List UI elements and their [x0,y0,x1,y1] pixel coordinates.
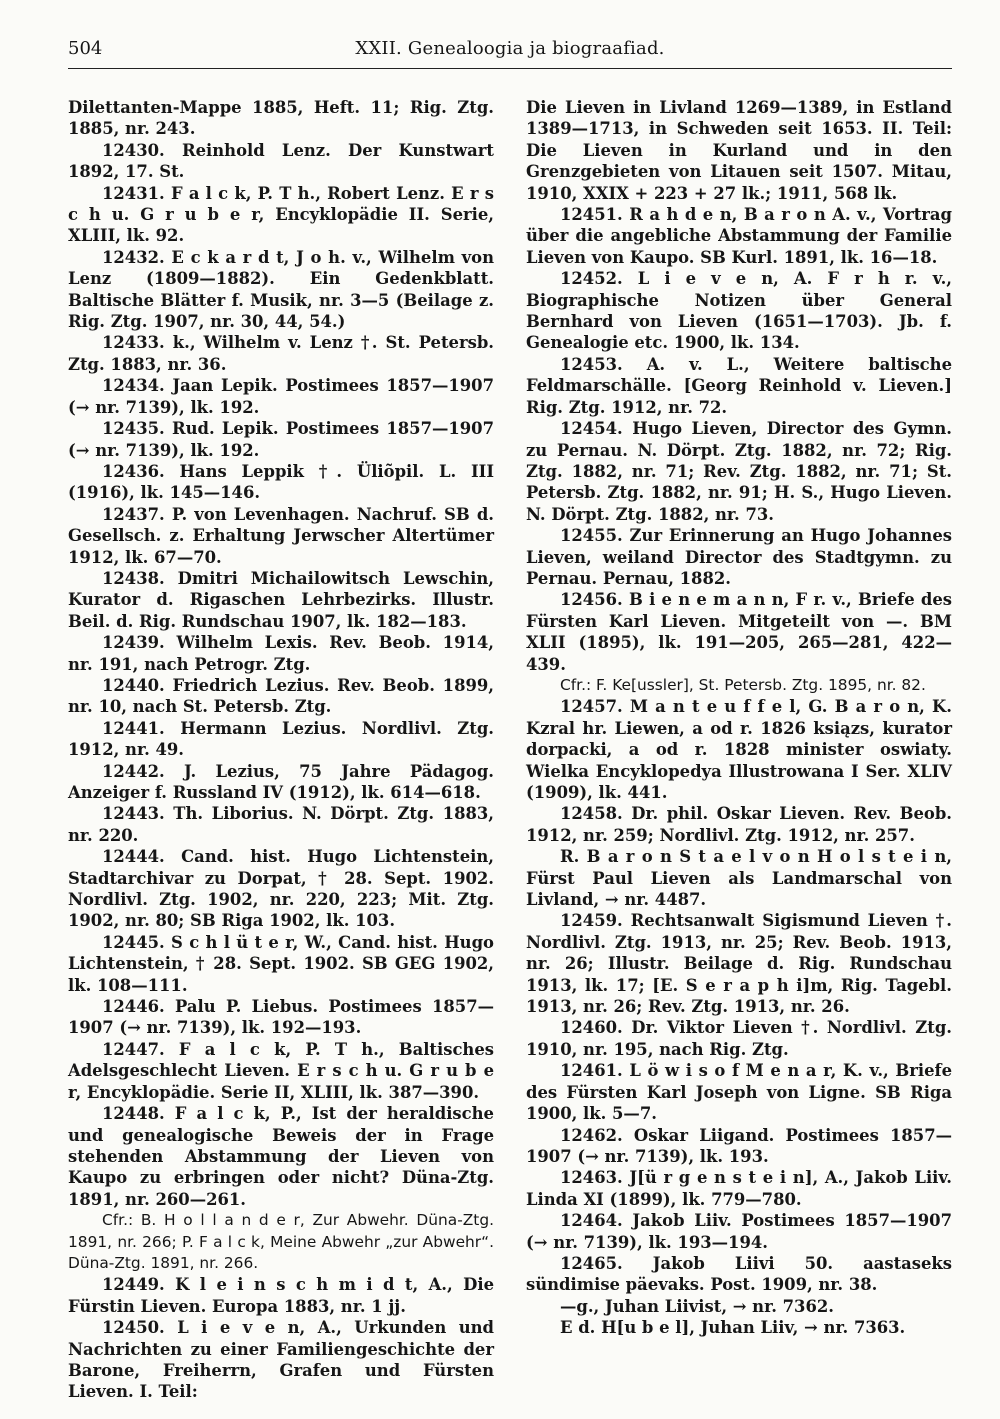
bibliography-entry: 12452. L i e v e n, A. F r h r. v., Biographische Notizen über General Bernhard von Lieven (1651—1703). Jb. f. Genealogie etc. 1900, lk. 134. [526,269,952,353]
bibliography-entry: 12443. Th. Liborius. N. Dörpt. Ztg. 1883, nr. 220. [68,804,494,845]
bibliography-entry: 12431. F a l c k, P. T h., Robert Lenz. E r s c h u. G r u b e r, Encyklopädie II. Serie, XLIII, lk. 92. [68,183,494,246]
bibliography-entry: 12462. Oskar Liigand. Postimees 1857—1907 (→ nr. 7139), lk. 193. [526,1125,952,1166]
bibliography-entry: 12461. L ö w i s o f M e n a r, K. v., Briefe des Fürsten Karl Joseph von Ligne. SB Riga 1900, lk. 5—7. [526,1061,952,1124]
bibliography-entry: 12438. Dmitri Michailowitsch Lewschin, Kurator d. Rigaschen Lehrbezirks. Illustr. Beil. d. Rig. Rundschau 1907, lk. 182—183. [68,568,494,631]
bibliography-entry: 12450. L i e v e n, A., Urkunden und Nachrichten zu einer Familiengeschichte der Barone, Freiherrn, Grafen und Fürsten Lieven. I. Teil: [68,1318,494,1402]
bibliography-entry: E d. H[u b e l], Juhan Liiv, → nr. 7363. [560,1318,906,1338]
bibliography-entry: R. B a r o n S t a e l v o n H o l s t e i n, Fürst Paul Lieven als Landmarschal von Livland, → nr. 4487. [526,847,952,910]
bibliography-entry: 12453. A. v. L., Weitere baltische Feldmarschälle. [Georg Reinhold v. Lieven.] Rig. Ztg. 1912, nr. 72. [526,354,952,417]
bibliography-entry: 12441. Hermann Lezius. Nordlivl. Ztg. 1912, nr. 49. [68,718,494,760]
bibliography-entry: —g., Juhan Liivist, → nr. 7362. [560,1296,834,1316]
bibliography-entry: 12440. Friedrich Lezius. Rev. Beob. 1899, nr. 10, nach St. Petersb. Ztg. [68,675,494,717]
bibliography-entry: Die Lieven in Livland 1269—1389, in Estland 1389—1713, in Schweden seit 1653. II. Teil: Die Lieven in Kurland und in den Grenzgebieten von Litauen seit 1507. Mitau, 1910, XXIX + 223 + 27 lk.; 1911, 568 lk. [526,98,952,203]
bibliography-entry: 12447. F a l c k, P. T h., Baltisches Adelsgeschlecht Lieven. E r s c h u. G r u b e r, Encyklopädie. Serie II, XLIII, lk. 387—390. [68,1039,494,1102]
bibliography-entry: 12465. Jakob Liivi 50. aastaseks sündimise päevaks. Post. 1909, nr. 38. [526,1253,952,1295]
bibliography-entry: 12445. S c h l ü t e r, W., Cand. hist. Hugo Lichtenstein, † 28. Sept. 1902. SB GEG 1902, lk. 108—111. [68,932,494,995]
bibliography-entry: 12444. Cand. hist. Hugo Lichtenstein, Stadtarchivar zu Dorpat, † 28. Sept. 1902. Nordlivl. Ztg. 1902, nr. 220, 223; Mit. Ztg. 1902, nr. 80; SB Riga 1902, lk. 103. [68,847,494,931]
bibliography-entry: 12448. F a l c k, P., Ist der heraldische und genealogische Beweis der in Frage stehenden Abstammung der Lieven von Kaupo zu erbringen oder nicht? Düna-Ztg. 1891, nr. 260—261. [68,1104,494,1209]
bibliography-entry: 12449. K l e i n s c h m i d t, A., Die Fürstin Lieven. Europa 1883, nr. 1 jj. [68,1275,494,1316]
bibliography-entry: 12456. B i e n e m a n n, F r. v., Briefe des Fürsten Karl Lieven. Mitgeteilt von —. BM XLII (1895), lk. 191—205, 265—281, 422—439. [526,590,952,674]
left-column [68,97,494,1403]
right-column [526,97,952,1339]
bibliography-entry: 12463. J[ü r g e n s t e i n], A., Jakob Liiv. Linda XI (1899), lk. 779—780. [526,1168,952,1209]
page-number: 504 [68,38,103,59]
bibliography-entry: 12454. Hugo Lieven, Director des Gymn. zu Pernau. N. Dörpt. Ztg. 1882, nr. 72; Rig. Ztg. 1882, nr. 71; Rev. Ztg. 1882, nr. 71; St. Petersb. Ztg. 1882, nr. 91; H. S., Hugo Lieven. N. Dörpt. Ztg. 1882, nr. 73. [526,419,952,524]
bibliography-entry: 12451. R a h d e n, B a r o n A. v., Vortrag über die angebliche Abstammung der Familie Lieven von Kaupo. SB Kurl. 1891, lk. 16—18. [526,205,952,267]
bibliography-entry: 12433. k., Wilhelm v. Lenz †. St. Petersb. Ztg. 1883, nr. 36. [68,333,494,374]
bibliography-entry: 12457. M a n t e u f f e l, G. B a r o n, K. Kzral hr. Liewen, a od r. 1826 ksiązs, kurator dorpacki, a od r. 1828 minister oswiaty. Wielka Encyklopedya Illustrowana I Ser. XLIV (1909), lk. 441. [526,697,952,802]
bibliography-entry: 12432. E c k a r d t, J o h. v., Wilhelm von Lenz (1809—1882). Ein Gedenkblatt. Baltische Blätter f. Musik, nr. 3—5 (Beilage z. Rig. Ztg. 1907, nr. 30, 44, 54.) [68,247,494,332]
bibliography-entry: 12435. Rud. Lepik. Postimees 1857—1907 (→ nr. 7139), lk. 192. [68,419,494,460]
bibliography-entry: 12436. Hans Leppik †. Üliõpil. L. III (1916), lk. 145—146. [68,461,494,503]
section-title: XXII. Genealoogia ja biograafiad. [355,38,665,59]
bibliography-entry: 12460. Dr. Viktor Lieven †. Nordlivl. Ztg. 1910, nr. 195, nach Rig. Ztg. [526,1018,952,1059]
bibliography-entry: 12464. Jakob Liiv. Postimees 1857—1907 (→ nr. 7139), lk. 193—194. [526,1211,952,1252]
bibliography-entry: 12437. P. von Levenhagen. Nachruf. SB d. Gesellsch. z. Erhaltung Jerwscher Altertümer 1912, lk. 67—70. [68,504,494,567]
bibliography-entry: 12446. Palu P. Liebus. Postimees 1857—1907 (→ nr. 7139), lk. 192—193. [68,997,494,1038]
bibliography-note: Cfr.: F. Ke[ussler], St. Petersb. Ztg. 1895, nr. 82. [560,675,926,694]
bibliography-entry: 12442. J. Lezius, 75 Jahre Pädagog. Anzeiger f. Russland IV (1912), lk. 614—618. [68,761,494,802]
header-rule [68,68,952,69]
bibliography-entry: 12430. Reinhold Lenz. Der Kunstwart 1892, 17. St. [68,140,494,182]
bibliography-note: Cfr.: B. H o l l a n d e r, Zur Abwehr. Düna-Ztg. 1891, nr. 266; P. F a l c k, Meine Abwehr „zur Abwehr“. Düna-Ztg. 1891, nr. 266. [68,1211,494,1272]
bibliography-entry: 12439. Wilhelm Lexis. Rev. Beob. 1914, nr. 191, nach Petrogr. Ztg. [68,633,494,674]
bibliography-entry: 12455. Zur Erinnerung an Hugo Johannes Lieven, weiland Director des Stadtgymn. zu Pernau. Pernau, 1882. [526,526,952,588]
bibliography-entry: 12458. Dr. phil. Oskar Lieven. Rev. Beob. 1912, nr. 259; Nordlivl. Ztg. 1912, nr. 257. [526,804,952,845]
running-head [68,35,952,63]
bibliography-entry: 12459. Rechtsanwalt Sigismund Lieven †. Nordlivl. Ztg. 1913, nr. 25; Rev. Beob. 1913, nr. 26; Illustr. Beilage d. Rig. Rundschau 1913, lk. 17; [E. S e r a p h i]m, Rig. Tagebl. 1913, nr. 26; Rev. Ztg. 1913, nr. 26. [526,911,952,1017]
bibliography-entry: Dilettanten-Mappe 1885, Heft. 11; Rig. Ztg. 1885, nr. 243. [68,98,494,139]
bibliography-entry: 12434. Jaan Lepik. Postimees 1857—1907 (→ nr. 7139), lk. 192. [68,376,494,417]
